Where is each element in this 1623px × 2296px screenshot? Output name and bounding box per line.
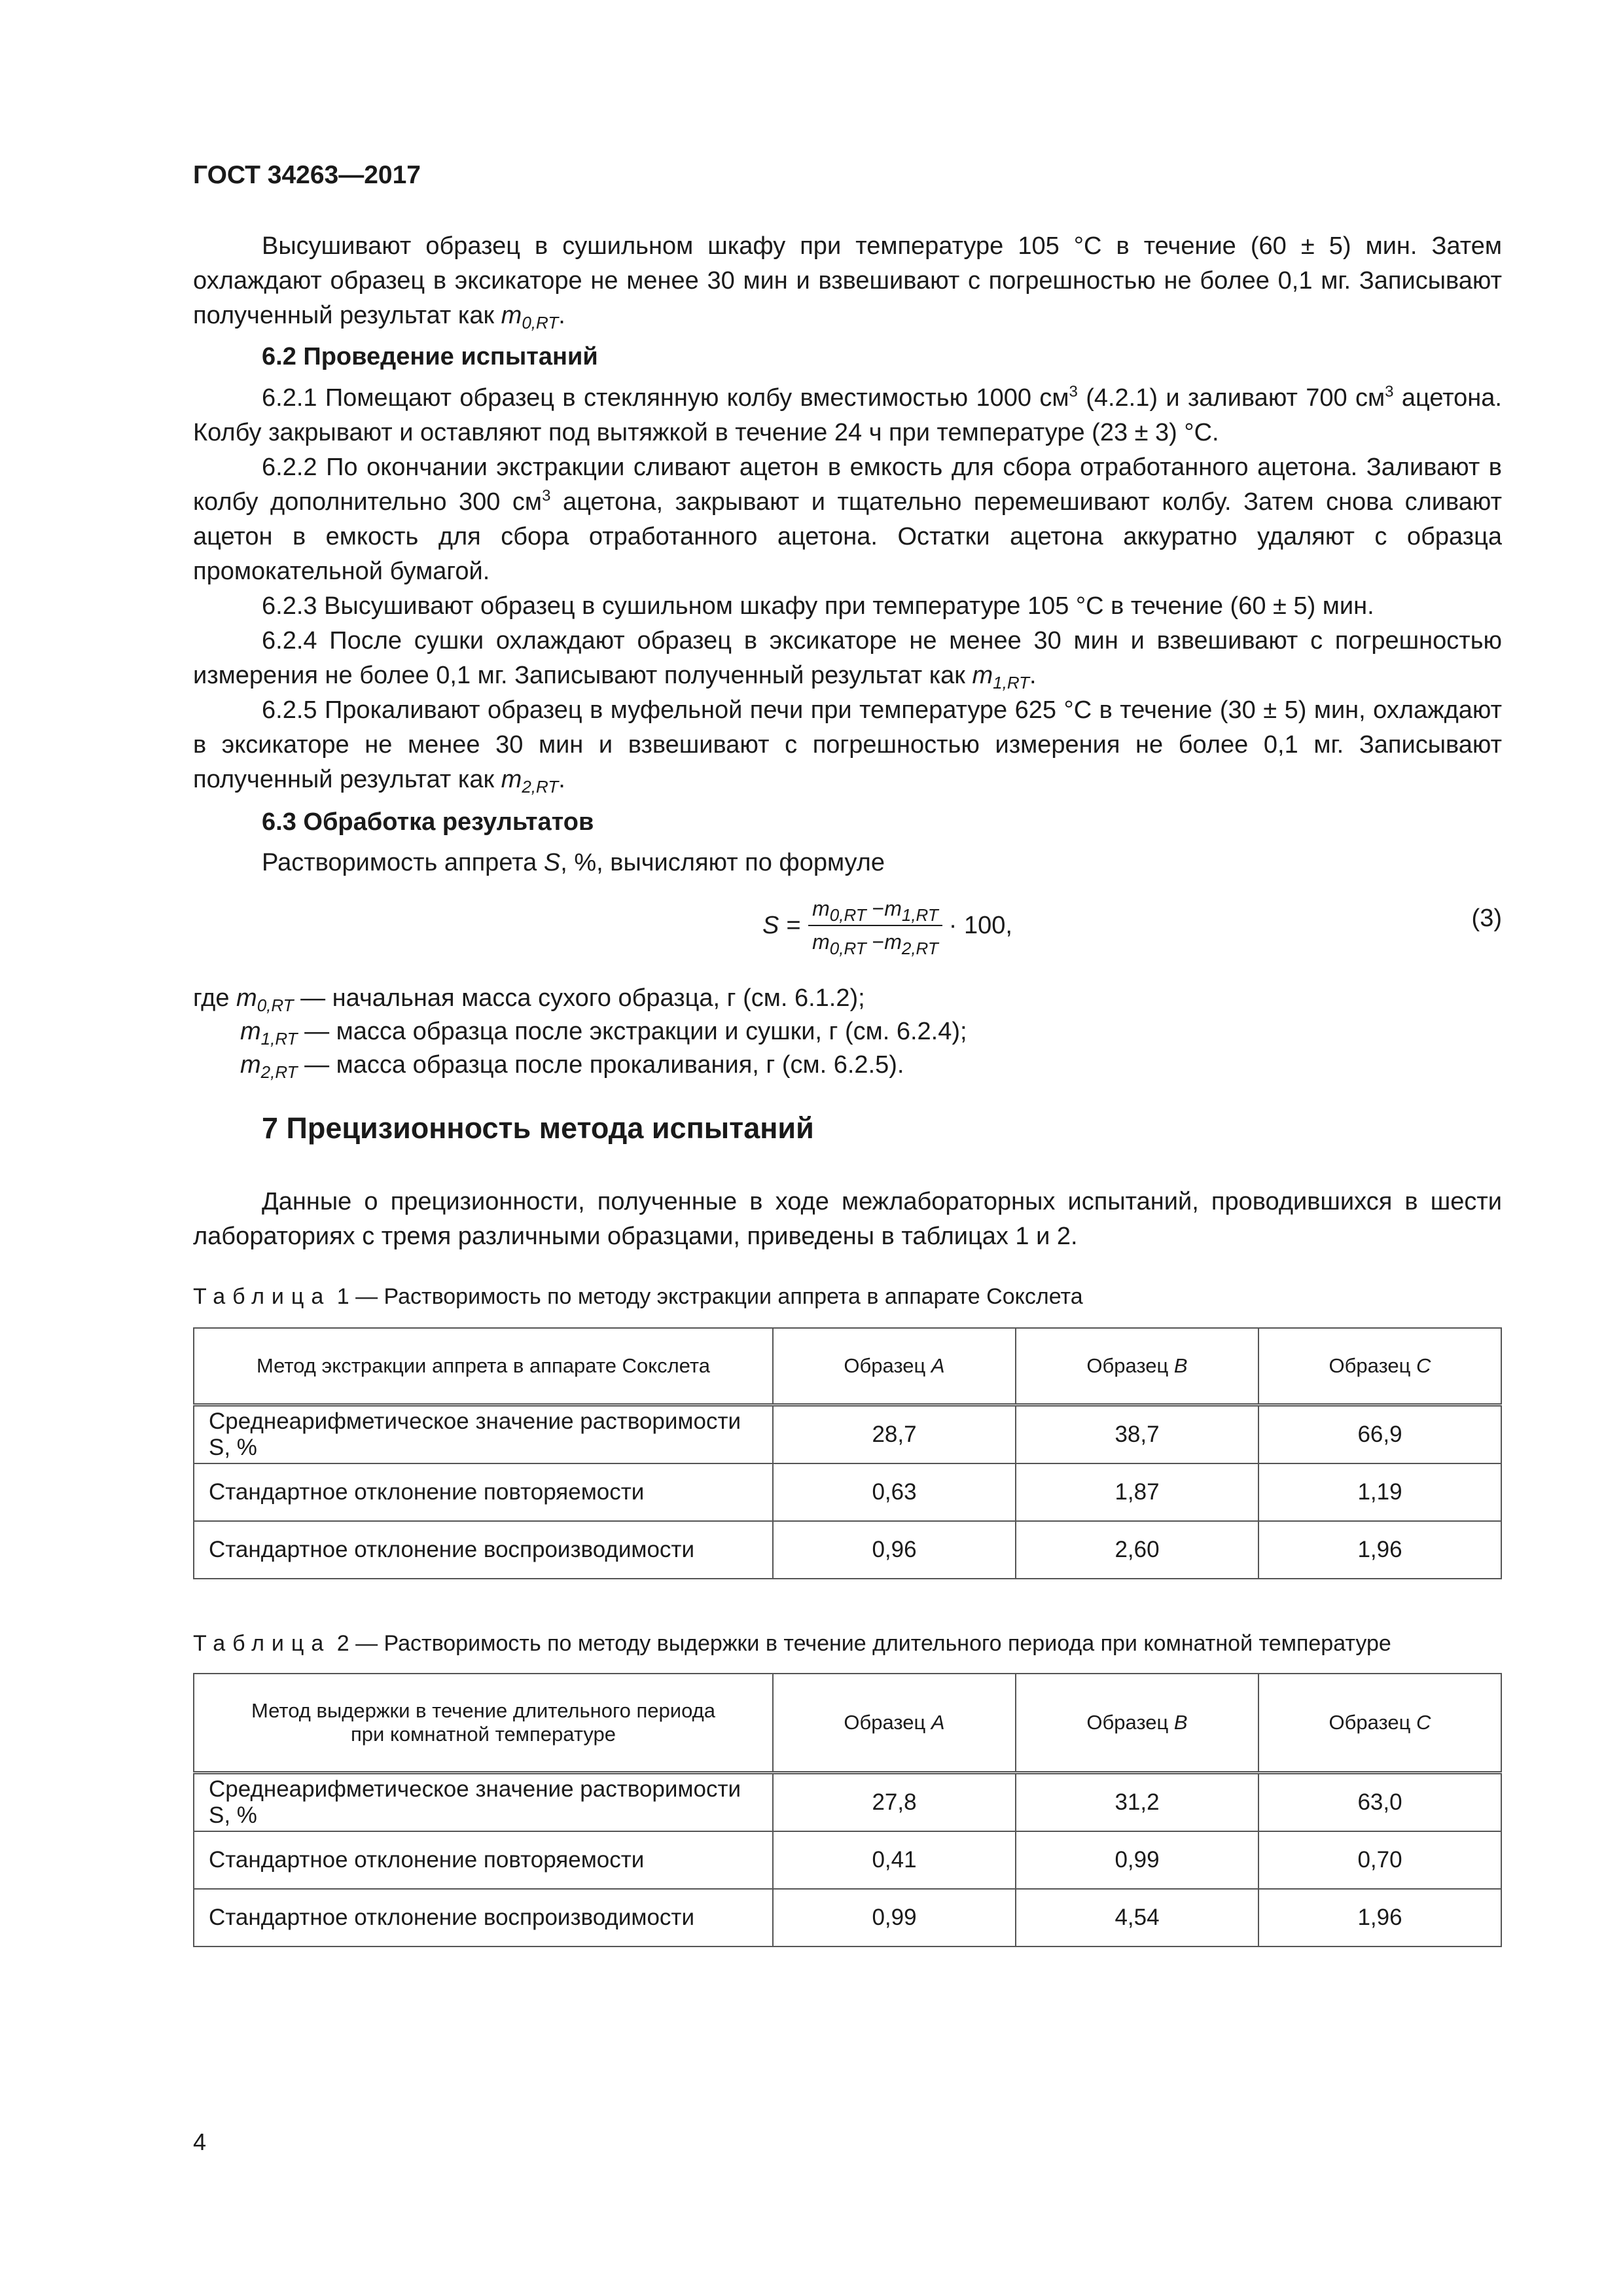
paragraph-6-2-3: 6.2.3 Высушивают образец в сушильном шкафу при температуре 105 °С в течение (60 ± 5) мин. (262, 592, 1374, 620)
table-row (194, 1521, 1501, 1579)
table-cell: Стандартное отклонение воспроизводимости (194, 1889, 773, 1946)
table-header-cell: Метод выдержки в течение длительного периода при комнатной температуре (194, 1674, 773, 1773)
section-7-heading: 7 Прецизионность метода испытаний (262, 1111, 814, 1145)
table-cell: 0,63 (773, 1463, 1016, 1521)
paragraph-6-2-1: 6.2.1 Помещают образец в стеклянную колбу вместимостью 1000 $см^3$ (4.2.1) и заливают 700 $см^3$ ацетона. Колбу закрывают и оставляют под вытяжкой в течение 24 ч при температуре (23 ± 3) °С. (193, 383, 1502, 446)
paragraph-7: Данные о прецизионности, полученные в ходе межлабораторных испытаний, проводившихся в шести лабораториях с тремя различными образцами, приведены в таблицах 1 и 2. (193, 1188, 1502, 1250)
table-cell: 0,70 (1258, 1831, 1501, 1889)
table-cell: 1,87 (1016, 1463, 1258, 1521)
table-header-cell: Образец C (1258, 1674, 1501, 1773)
section-6-3-heading: 6.3 Обработка результатов (262, 808, 594, 836)
table-header-cell: Образец A (773, 1328, 1016, 1405)
table-cell: 0,99 (1016, 1831, 1258, 1889)
formula-3 (193, 897, 1502, 969)
table-row (194, 1889, 1501, 1946)
table-1-caption: Таблица 1 — Растворимость по методу экстракции аппрета в аппарате Сокслета (193, 1284, 1083, 1309)
table-cell: 1,96 (1258, 1521, 1501, 1579)
legend-row: $m_{1,RT}$ — масса образца после экстракции и сушки, г (см. 6.2.4); (240, 1018, 967, 1049)
legend-row: $m_{2,RT}$ — масса образца после прокаливания, г (см. 6.2.5). (240, 1051, 904, 1082)
paragraph-6-2-4: 6.2.4 После сушки охлаждают образец в эксикаторе не менее 30 мин и взвешивают с погрешностью измерения не более 0,1 мг. Записывают полученный результат как $m_{1,RT}$. (193, 627, 1502, 692)
table-header-cell: Метод экстракции аппрета в аппарате Сокслета (194, 1328, 773, 1405)
table-2-caption: Таблица 2 — Растворимость по методу выдержки в течение длительного периода при комнатной температуре (193, 1631, 1391, 1656)
table-1 (193, 1327, 1502, 1579)
table-cell: Стандартное отклонение повторяемости (194, 1463, 773, 1521)
table-cell: 28,7 (773, 1405, 1016, 1464)
table-cell: Среднеарифметическое значение растворимости S, % (194, 1773, 773, 1832)
table-header-cell: Образец B (1016, 1674, 1258, 1773)
legend-row: где $m_{0,RT}$ — начальная масса сухого образца, г (см. 6.1.2); (193, 984, 865, 1015)
table-header-cell: Образец B (1016, 1328, 1258, 1405)
equation-number: (3) (1471, 905, 1502, 932)
paragraph-6-2-5: 6.2.5 Прокаливают образец в муфельной печи при температуре 625 °С в течение (30 ± 5) мин, охлаждают в эксикаторе не менее 30 мин и взвешивают с погрешностью измерения не более 0,1 мг. Записывают полученный результат как $m_{2,RT}$. (193, 696, 1502, 797)
table-2 (193, 1673, 1502, 1947)
table-row (194, 1831, 1501, 1889)
page-number: 4 (193, 2128, 207, 2155)
table-cell: 0,96 (773, 1521, 1016, 1579)
document-header: ГОСТ 34263—2017 (193, 161, 421, 189)
formula-intro: Растворимость аппрета S, %, вычисляют по формуле (262, 849, 885, 876)
table-cell: 0,99 (773, 1889, 1016, 1946)
table-row (194, 1773, 1501, 1832)
paragraph-6-2-2: 6.2.2 По окончании экстракции сливают ацетон в емкость для сбора отработанного ацетона. Заливают в колбу дополнительно 300 $см^3$ ацетона, закрывают и тщательно перемешивают колбу. Затем снова сливают ацетон в емкость для сбора отработанного ацетона. Остатки ацетона аккуратно удаляют с образца промокательной бумагой. (193, 454, 1502, 585)
table-header-cell: Образец C (1258, 1328, 1501, 1405)
table-row (194, 1463, 1501, 1521)
table-cell: 1,96 (1258, 1889, 1501, 1946)
formula-legend (193, 982, 1502, 1082)
table-cell: 2,60 (1016, 1521, 1258, 1579)
table-header-row (194, 1328, 1501, 1405)
table-cell: 66,9 (1258, 1405, 1501, 1464)
table-cell: Стандартное отклонение воспроизводимости (194, 1521, 773, 1579)
formula-denominator: $m_{0,RT} -m_{2,RT}$ (812, 930, 938, 958)
section-6-2-heading: 6.2 Проведение испытаний (262, 343, 598, 370)
table-cell: 63,0 (1258, 1773, 1501, 1832)
table-cell: 0,41 (773, 1831, 1016, 1889)
table-cell: 1,19 (1258, 1463, 1501, 1521)
table-cell: 31,2 (1016, 1773, 1258, 1832)
formula-numerator: $m_{0,RT} -m_{1,RT}$ (808, 897, 942, 926)
table-header-cell: Образец A (773, 1674, 1016, 1773)
formula-fraction (808, 897, 942, 958)
table-cell: 38,7 (1016, 1405, 1258, 1464)
formula-expression: S = $\frac{m_{0,RT} -m_{1,RT}}{m_{0,RT} -m_{2,RT}}$ · 100, (762, 897, 1012, 958)
table-row (194, 1405, 1501, 1464)
table-cell: 27,8 (773, 1773, 1016, 1832)
table-cell: 4,54 (1016, 1889, 1258, 1946)
table-cell: Среднеарифметическое значение растворимости S, % (194, 1405, 773, 1464)
paragraph-6-1-2: Высушивают образец в сушильном шкафу при температуре 105 °С в течение (60 ± 5) мин. Затем охлаждают образец в эксикаторе не менее 30 мин и взвешивают с погрешностью не более 0,1 мг. Записывают полученный результат как $m_{0,RT}$. (193, 232, 1502, 332)
table-header-row (194, 1674, 1501, 1773)
table-cell: Стандартное отклонение повторяемости (194, 1831, 773, 1889)
